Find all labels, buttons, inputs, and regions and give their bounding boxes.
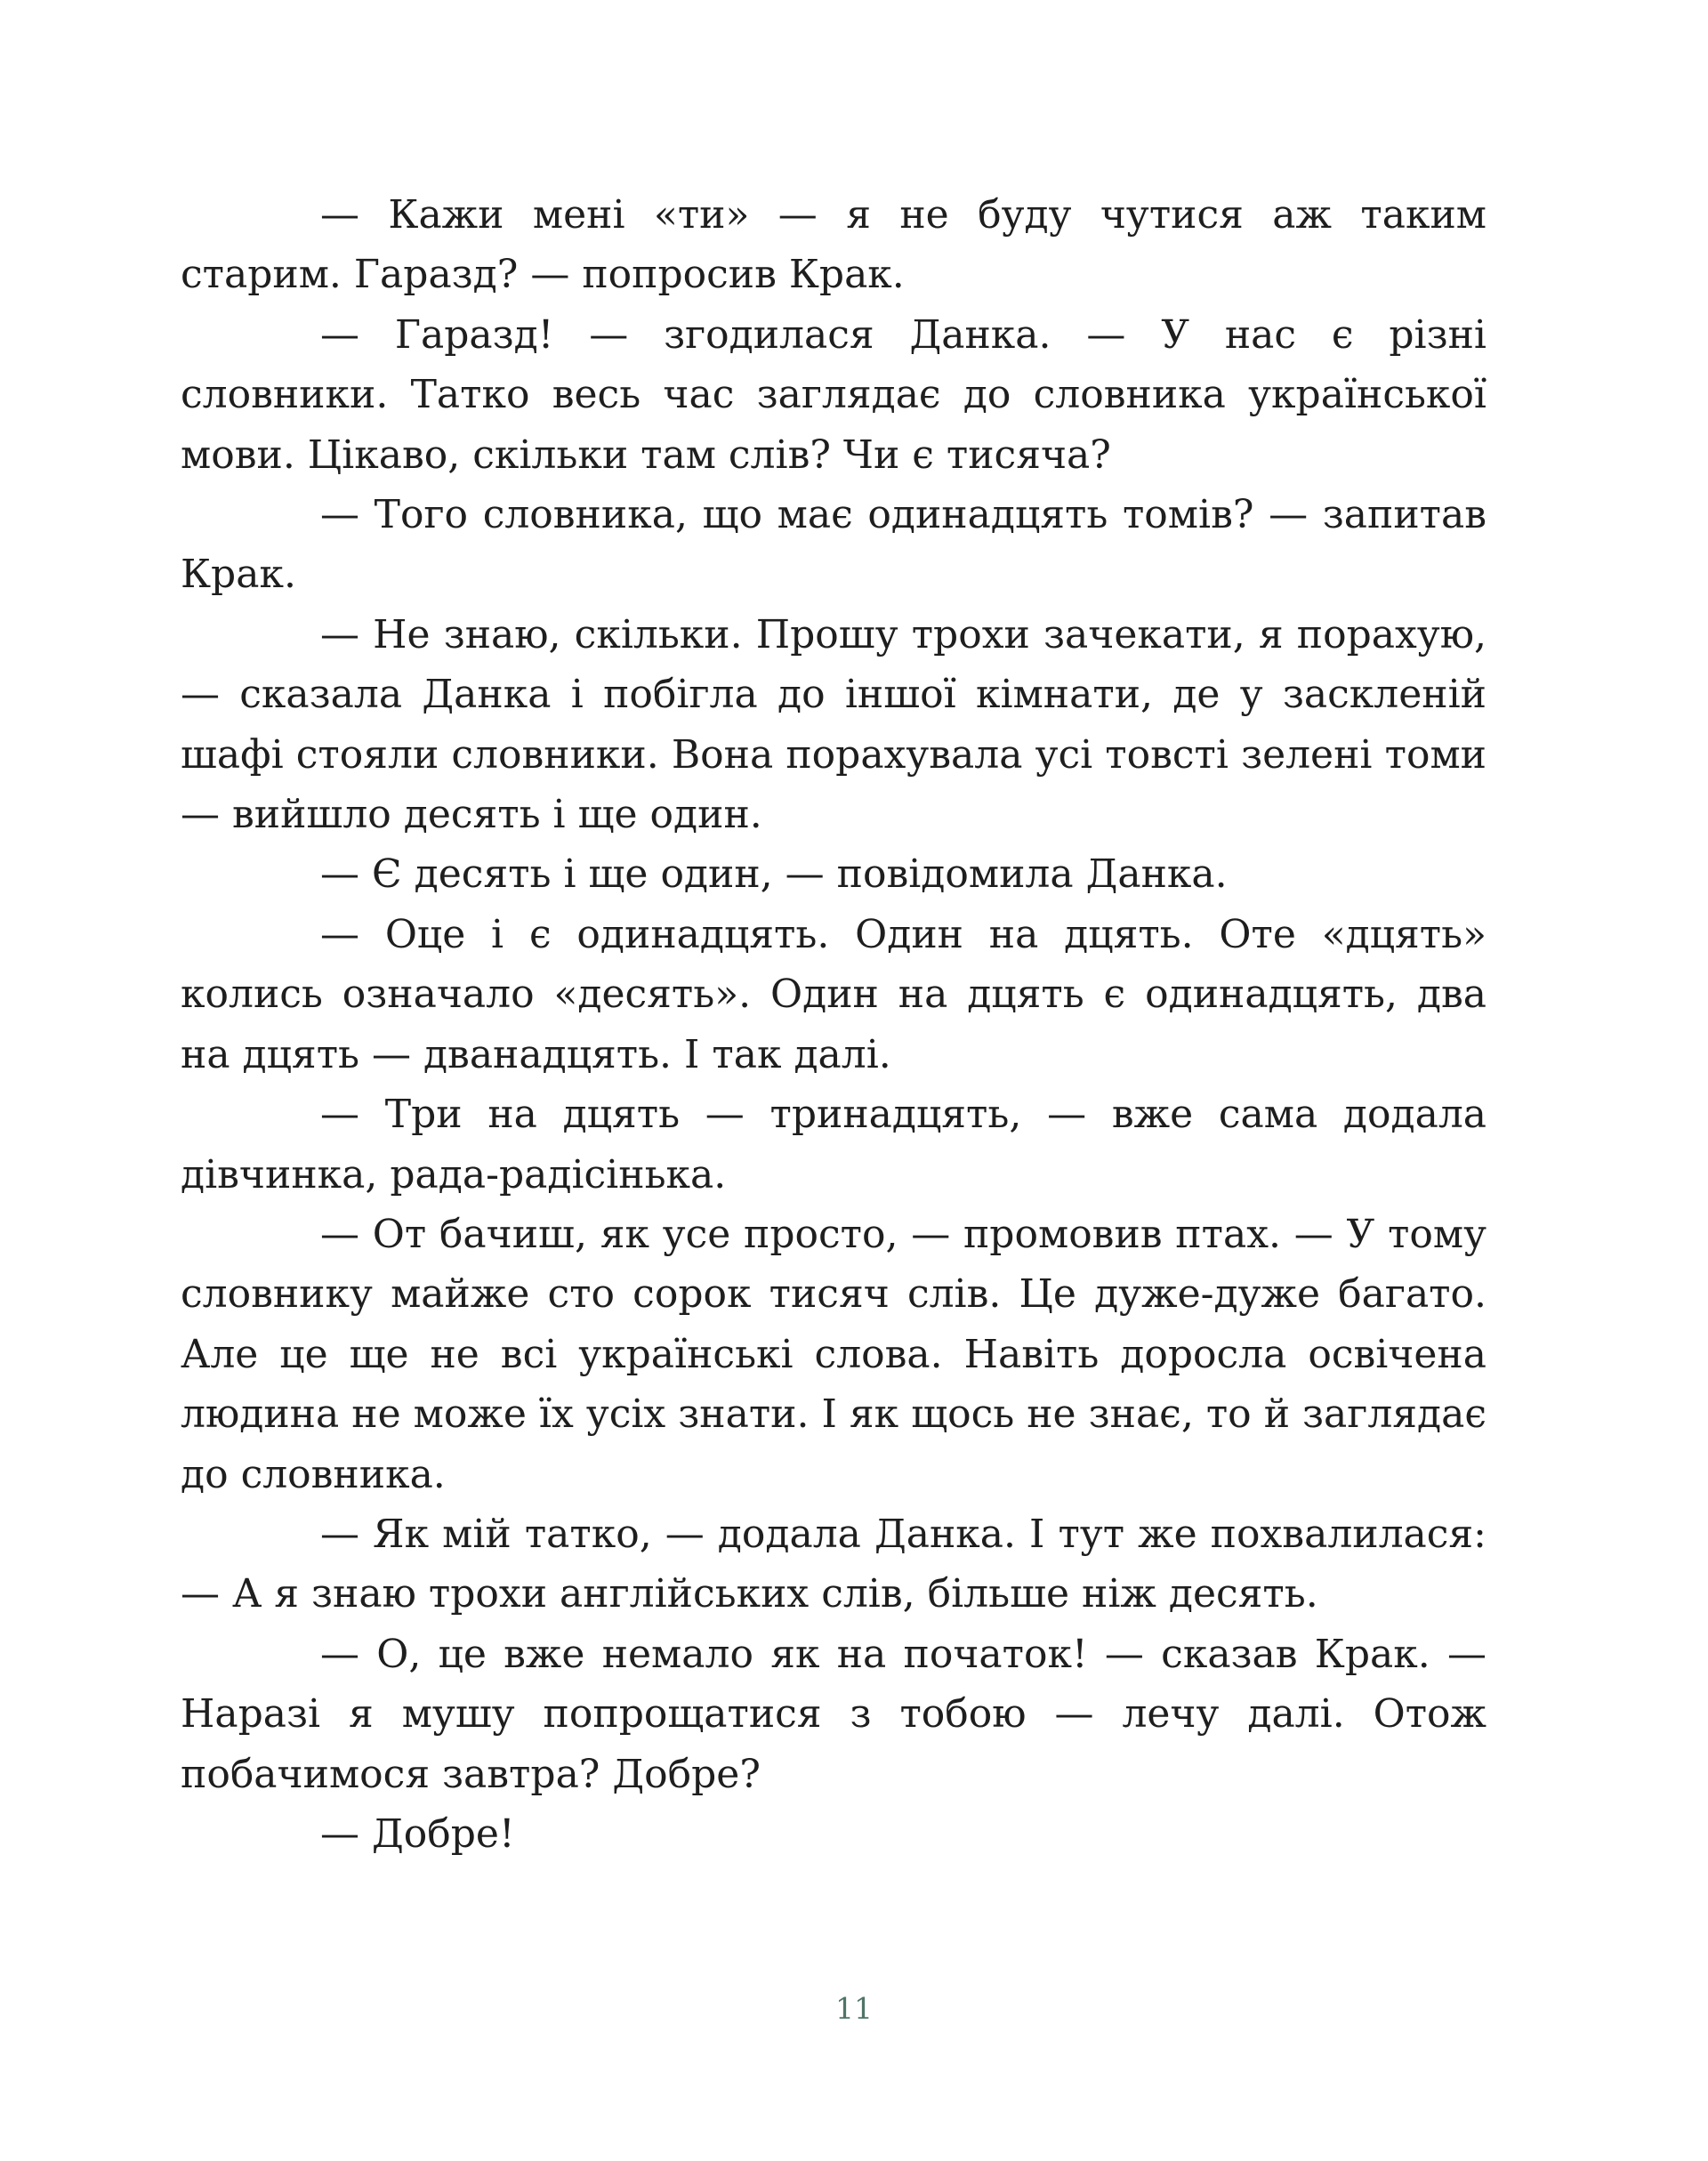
- paragraph-1: — Кажи мені «ти» — я не буду чутися аж таким старим. Гаразд? — попросив Крак.: [181, 192, 1486, 298]
- paragraph-7: — Три на дцять — тринадцять, — вже сама додала дівчинка, рада-радісінька.: [181, 1092, 1486, 1197]
- paragraph-10: — О, це вже немало як на початок! — сказав Крак. — Наразі я мушу попрощатися з тобою — лечу далі. Отож побачимося завтра? Добре?: [181, 1631, 1486, 1797]
- paragraph-5: — Є десять і ще один, — повідомила Данка.: [320, 851, 1228, 898]
- paragraph-8: — От бачиш, як усе просто, — промовив птах. — У тому словнику майже сто сорок тисяч слів. Це дуже-дуже багато. Але це ще не всі українські слова. Навіть доросла освічена людина не може їх усіх знати. І як щось не знає, то й заглядає до словника.: [181, 1211, 1486, 1497]
- paragraph-3: — Того словника, що має одинадцять томів? — запитав Крак.: [181, 492, 1486, 598]
- page-number: 11: [835, 1991, 873, 2026]
- paragraph-6: — Оце і є одинадцять. Один на дцять. Оте «дцять» колись означало «десять». Один на дцять є одинадцять, два на дцять — дванадцять. І так далі.: [181, 911, 1486, 1077]
- paragraph-9: — Як мій татко, — додала Данка. І тут же похвалилася: — А я знаю трохи англійських слів, більше ніж десять.: [181, 1511, 1486, 1617]
- paragraph-11: — Добре!: [320, 1810, 515, 1857]
- paragraph-2: — Гаразд! — згодилася Данка. — У нас є різні словники. Татко весь час заглядає до словника української мови. Цікаво, скільки там слів? Чи є тисяча?: [181, 311, 1486, 478]
- paragraph-4: — Не знаю, скільки. Прошу трохи зачекати, я порахую, — сказала Данка і побігла до іншої кімнати, де у засклeній шафі стояли словники. Вона порахувала усі товсті зелені томи — вийшло десять і ще один.: [181, 611, 1486, 838]
- body-text: [181, 185, 1486, 1864]
